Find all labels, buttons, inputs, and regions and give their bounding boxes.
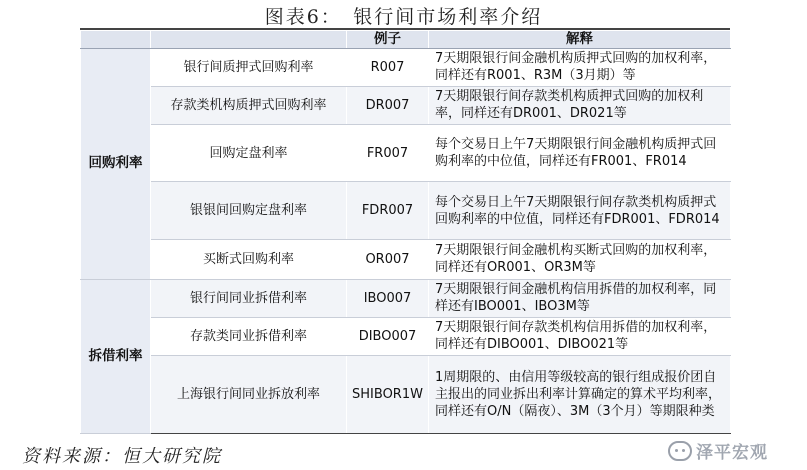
table-row — [81, 317, 731, 355]
rate-name: 存款类同业拆借利率 — [151, 317, 347, 355]
watermark-text: 泽平宏观 — [696, 443, 768, 463]
rate-explanation: 每个交易日上午7天期限银行间金融机构质押式回购利率的中位值，同样还有FR001、FR014 — [429, 124, 731, 181]
rates-table — [80, 30, 731, 434]
table-row — [81, 279, 731, 317]
table-row — [81, 86, 731, 124]
rate-name: 上海银行间同业拆放利率 — [151, 355, 347, 433]
table-row — [81, 49, 731, 87]
rate-explanation: 7天期限银行间存款类机构质押式回购的加权利率，同样还有DR001、DR021等 — [429, 86, 731, 124]
header-example: 例子 — [347, 31, 429, 49]
table-row — [81, 124, 731, 181]
rate-name: 银银间回购定盘利率 — [151, 182, 347, 239]
rate-explanation: 7天期限银行间金融机构质押式回购的加权利率，同样还有R001、R3M（3月期）等 — [429, 49, 731, 87]
rate-example: R007 — [347, 49, 429, 87]
rate-explanation: 7天期限银行间存款类机构信用拆借的加权利率，同样还有DIBO001、DIBO021等 — [429, 317, 731, 355]
wechat-icon — [668, 441, 692, 461]
table-row — [81, 355, 731, 433]
rate-name: 银行间质押式回购利率 — [151, 49, 347, 87]
rate-explanation: 每个交易日上午7天期限银行间存款类机构质押式回购利率的中位值，同样还有FDR001、FDR014 — [429, 182, 731, 239]
rates-table-container — [80, 30, 730, 434]
header-name — [151, 31, 347, 49]
header-category — [81, 31, 151, 49]
rate-name: 买断式回购利率 — [151, 239, 347, 279]
rate-example: FR007 — [347, 124, 429, 181]
rate-example: DR007 — [347, 86, 429, 124]
rate-name: 存款类机构质押式回购利率 — [151, 86, 347, 124]
header-explanation: 解释 — [429, 31, 731, 49]
table-header-row — [81, 31, 731, 49]
rate-example: DIBO007 — [347, 317, 429, 355]
category-repo: 回购利率 — [81, 49, 151, 280]
rate-example: IBO007 — [347, 279, 429, 317]
source-note: 资料来源：恒大研究院 — [22, 446, 222, 467]
rate-explanation: 1周期限的、由信用等级较高的银行组成报价团自主报出的同业拆出利率计算确定的算术平均利率，同样还有O/N（隔夜）、3M（3个月）等期限种类 — [429, 355, 731, 433]
figure-title: 图表6： 银行间市场利率介绍 — [264, 6, 543, 28]
rate-example: SHIBOR1W — [347, 355, 429, 433]
category-lending: 拆借利率 — [81, 279, 151, 433]
rate-name: 银行间同业拆借利率 — [151, 279, 347, 317]
watermark — [668, 438, 768, 463]
table-row — [81, 182, 731, 239]
rate-explanation: 7天期限银行间金融机构买断式回购的加权利率，同样还有OR001、OR3M等 — [429, 239, 731, 279]
table-row — [81, 239, 731, 279]
rate-example: OR007 — [347, 239, 429, 279]
rate-name: 回购定盘利率 — [151, 124, 347, 181]
rate-explanation: 7天期限银行间金融机构信用拆借的加权利率，同样还有IBO001、IBO3M等 — [429, 279, 731, 317]
rate-example: FDR007 — [347, 182, 429, 239]
